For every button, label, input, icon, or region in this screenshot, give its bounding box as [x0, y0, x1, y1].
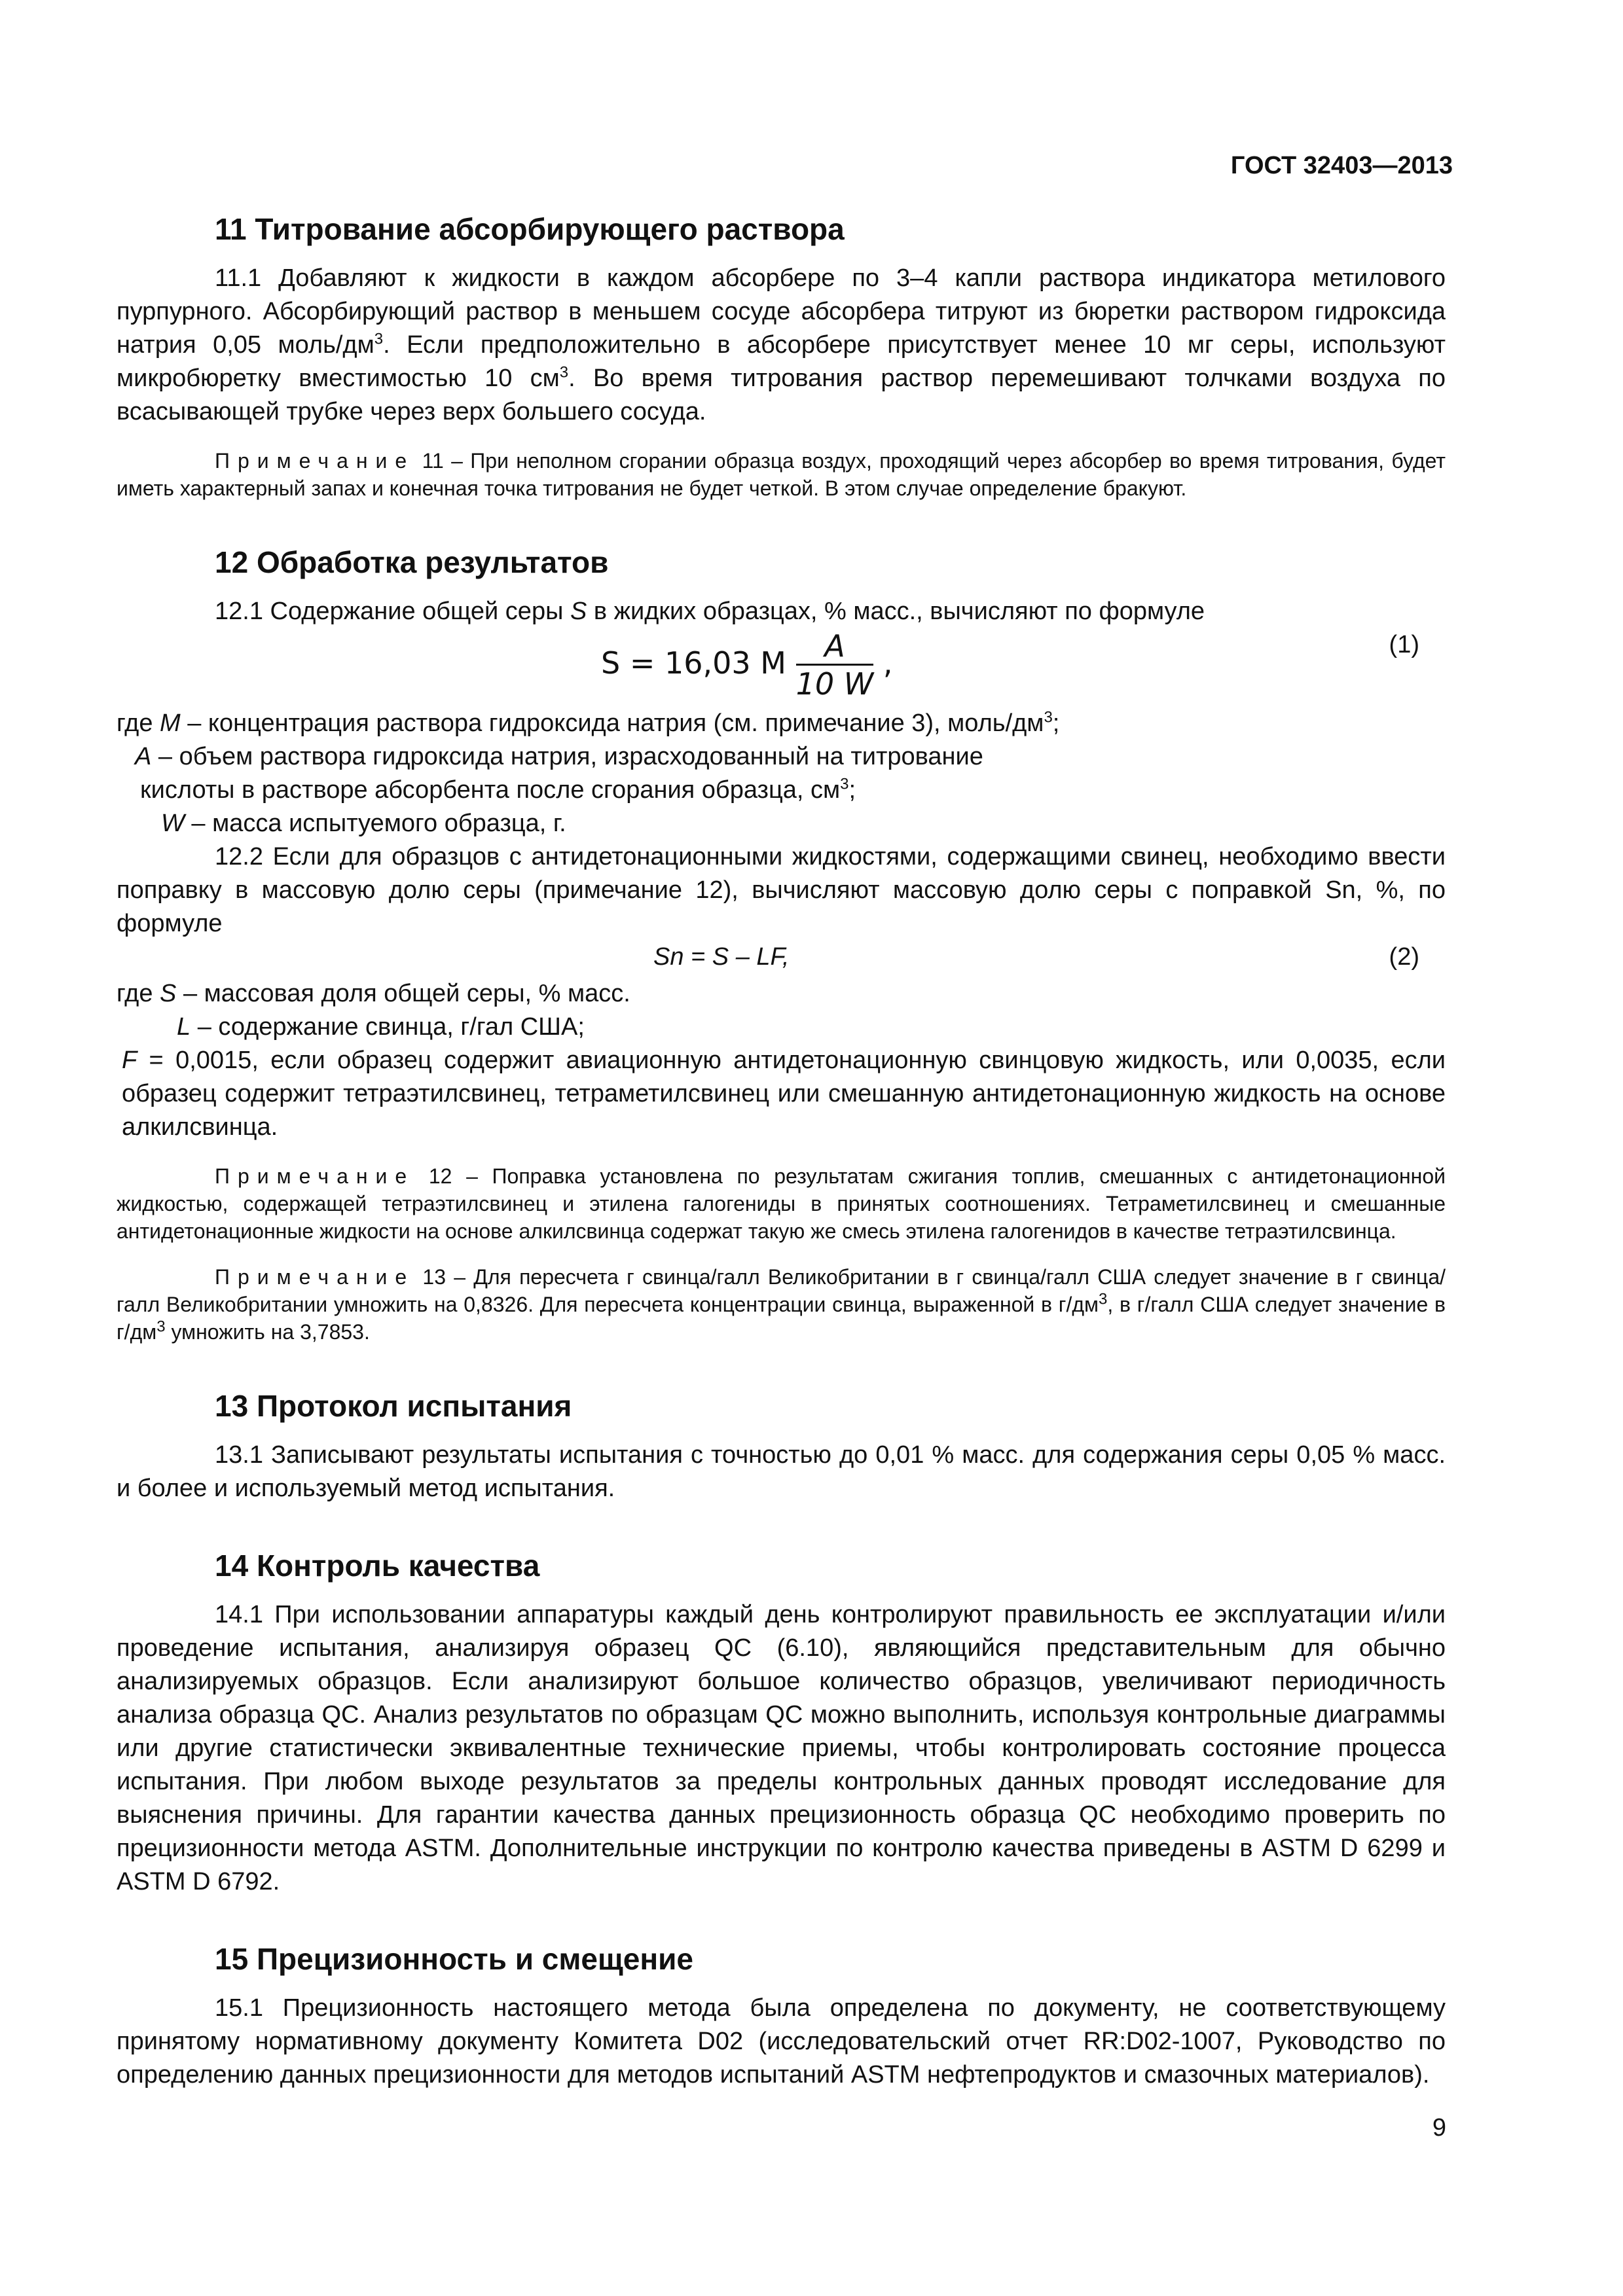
page-number: 9 — [1432, 2114, 1446, 2142]
formula-2-expression: Sn = S – LF, — [653, 943, 790, 971]
section-11-title: 11 Титрование абсорбирующего раствора — [215, 212, 845, 246]
formula-2-number: (2) — [1389, 943, 1419, 971]
legend-A: A – объем раствора гидроксида натрия, израсходованный на титрование — [135, 743, 983, 770]
legend-L: L – содержание свинца, г/гал США; — [177, 1013, 585, 1041]
section-15-title: 15 Прецизионность и смещение — [215, 1942, 694, 1976]
legend-W: W – масса испытуемого образца, г. — [161, 810, 566, 837]
section-13-title: 13 Протокол испытания — [215, 1389, 572, 1423]
document-id-header: ГОСТ 32403—2013 — [1230, 152, 1453, 179]
paragraph-13-1: 13.1 Записывают результаты испытания с точностью до 0,01 % масс. для содержания серы 0,05 % масс. и более и используемый метод испытания. — [117, 1441, 1446, 1502]
paragraph-12-1: 12.1 Содержание общей серы S в жидких образцах, % масс., вычисляют по формуле — [215, 598, 1205, 625]
document-body — [117, 209, 1446, 2092]
section-12-title: 12 Обработка результатов — [215, 545, 609, 579]
formula-1-number: (1) — [1389, 631, 1419, 658]
formula-1: S = 16,03 M $\frac{A}{10 W}$ , (1) — [601, 628, 1419, 702]
section-14-title: 14 Контроль качества — [215, 1549, 540, 1583]
paragraph-12-2: 12.2 Если для образцов с антидетонационными жидкостями, содержащими свинец, необходимо ввести поправку в массовую долю серы (примечание 12), вычисляют массовую долю серы с поправкой Sn, %, по формуле — [117, 843, 1446, 937]
legend-S: где S – массовая доля общей серы, % масс. — [117, 980, 630, 1007]
note-label: Примечание — [215, 1164, 415, 1188]
paragraph-14-1: 14.1 При использовании аппаратуры каждый день контролируют правильность ее эксплуатации и/или проведение испытания, анализируя образец QC (6.10), являющийся представительным для обычно анализируемых образцов. Если анализируют большое количество образцов, увеличивают периодичность анализа образца QC. Анализ результатов по образцам QC можно выполнить, используя контрольные диаграммы или другие статистически эквивалентные технические приемы, чтобы контролировать состояние процесса испытания. При любом выходе результатов за пределы контрольных данных проводят исследование для выяснения причины. Для гарантии качества данных прецизионность образца QC необходимо проверить по прецизионности метода ASTM. Дополнительные инструкции по контролю качества приведены в ASTM D 6299 и ASTM D 6792. — [117, 1601, 1446, 1895]
formula-2 — [117, 941, 1446, 977]
formula-1-numerator: A — [796, 628, 874, 666]
note-label: Примечание — [215, 449, 415, 473]
paragraph-15-1: 15.1 Прецизионность настоящего метода была определена по документу, не соответствующему принятому нормативному документу Комитета D02 (исследовательский отчет RR:D02-1007, Руководство по определению данных прецизионности для методов испытаний ASTM нефтепродуктов и смазочных материалов). — [117, 1994, 1446, 2089]
note-label: Примечание — [215, 1265, 415, 1289]
legend-M: где M – концентрация раствора гидроксида натрия (см. примечание 3), моль/$дм^3$; — [117, 708, 1060, 737]
formula-1-lhs: S = 16,03 M — [601, 645, 786, 681]
note-12: Примечание 12 – Поправка установлена по результатам сжигания топлив, смешанных с антидетонационной жидкостью, содержащей тетраэтилсвинец и этилена галогениды в принятых соотношениях. Тетраметилсвинец и смешанные антидетонационные жидкости на основе алкилсвинца содержат такую же смесь этилена галогенидов в качестве тетраэтилсвинца. — [117, 1164, 1446, 1243]
legend-F: F = 0,0015, если образец содержит авиационную антидетонационную свинцовую жидкость, или 0,0035, если образец содержит тетраэтилсвинец, тетраметилсвинец или смешанную антидетонационную жидкость на основе алкилсвинца. — [122, 1047, 1446, 1141]
legend-A-cont: кислоты в растворе абсорбента после сгорания образца, $см^3$; — [140, 775, 856, 804]
formula-1-denominator: 10 W — [795, 666, 874, 702]
paragraph-11-1: 11.1 Добавляют к жидкости в каждом абсорбере по 3–4 капли раствора индикатора метилового пурпурного. Абсорбирующий раствор в меньшем сосуде абсорбера титруют из бюретки раствором гидроксида натрия 0,05 моль/$дм^3$. Если предположительно в абсорбере присутствует менее 10 мг серы, используют микробюретку вместимостью 10 $см^3$. Во время титрования раствор перемешивают толчками воздуха по всасывающей трубке через верх большего сосуда. — [117, 264, 1446, 425]
formula-1-fraction — [796, 628, 874, 702]
note-11: Примечание 11 – При неполном сгорании образца воздух, проходящий через абсорбер во время титрования, будет иметь характерный запах и конечная точка титрования не будет четкой. В этом случае определение бракуют. — [117, 449, 1446, 500]
note-13: Примечание 13 – Для пересчета г свинца/галл Великобритании в г свинца/галл США следует значение в г свинца/галл Великобритании умножить на 0,8326. Для пересчета концентрации свинца, выраженной в $г/дм^3$, в г/галл США следует значение в $г/дм^3$ умножить на 3,7853. — [117, 1265, 1446, 1344]
